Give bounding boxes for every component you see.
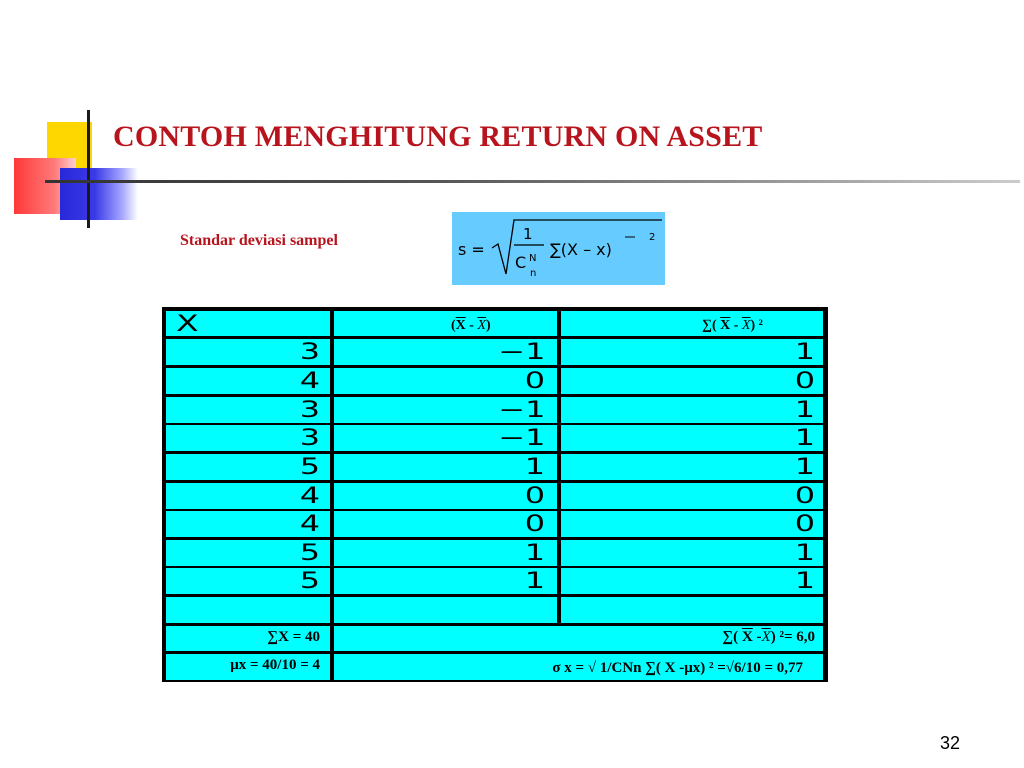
table-row-4-dev: −1 bbox=[334, 425, 557, 451]
table-row-1-sq: 1 bbox=[561, 339, 823, 365]
header-deviation-cell bbox=[334, 311, 557, 336]
formula-sup: N bbox=[529, 253, 537, 264]
header-squared-cell bbox=[561, 311, 823, 336]
formula-exponent: 2 bbox=[649, 232, 656, 243]
sum-squared-cell bbox=[334, 626, 823, 651]
table-row-6-dev: 0 bbox=[334, 483, 557, 509]
table-row-6-sq: 0 bbox=[561, 483, 823, 509]
table-row-empty-x bbox=[166, 597, 330, 623]
mean-value: μx = 40/10 = 4 bbox=[230, 657, 320, 673]
table-row-5-x: 5 bbox=[166, 454, 330, 480]
table-row-empty-sq bbox=[561, 597, 823, 623]
formula-denominator: C bbox=[515, 253, 527, 272]
table-row-2-x: 4 bbox=[166, 368, 330, 394]
header-squared: ∑( $\overline{X} - \overline{X}$) ² bbox=[702, 318, 763, 333]
table-row-4-x: 3 bbox=[166, 425, 330, 451]
table-row-9-sq: 1 bbox=[561, 568, 823, 594]
calculation-table bbox=[162, 307, 828, 682]
formula-sub: n bbox=[530, 268, 537, 279]
sigma-cell bbox=[334, 654, 823, 680]
formula-lhs: s = bbox=[458, 240, 485, 259]
std-dev-formula bbox=[452, 212, 665, 285]
decor-vertical-line bbox=[87, 110, 90, 228]
table-row-5-sq: 1 bbox=[561, 454, 823, 480]
title-underline bbox=[45, 180, 1020, 183]
sum-x: ∑X = 40 bbox=[267, 629, 320, 645]
table-row-8-x: 5 bbox=[166, 540, 330, 566]
formula-caption: Standar deviasi sampel bbox=[180, 232, 338, 249]
table-row-4-sq: 1 bbox=[561, 425, 823, 451]
table-row-5-dev: 1 bbox=[334, 454, 557, 480]
mean-cell bbox=[166, 654, 330, 680]
table-row-1-dev: −1 bbox=[334, 339, 557, 365]
page-number: 32 bbox=[940, 733, 961, 753]
formula-sum-expr: ∑(X – x) bbox=[550, 240, 612, 259]
table-row-7-dev: 0 bbox=[334, 511, 557, 537]
table-row-3-dev: −1 bbox=[334, 397, 557, 423]
header-x: X bbox=[176, 312, 199, 336]
formula-numerator: 1 bbox=[523, 225, 533, 243]
table-row-2-dev: 0 bbox=[334, 368, 557, 394]
slide-title: CONTOH MENGHITUNG RETURN ON ASSET bbox=[113, 120, 763, 153]
table-row-empty-dev bbox=[334, 597, 557, 623]
sum-squared: ∑( $\overline{X}$ $-\overline{X}$) ²= 6,0 bbox=[722, 629, 815, 645]
table-row-8-sq: 1 bbox=[561, 540, 823, 566]
table-row-6-x: 4 bbox=[166, 483, 330, 509]
table-row-3-x: 3 bbox=[166, 397, 330, 423]
table-row-7-sq: 0 bbox=[561, 511, 823, 537]
header-deviation: $(\overline{X} - \overline{X})$ bbox=[451, 318, 491, 333]
sigma-value: σ x = √ 1/CNn ∑( X -μx) ² =√6/10 = 0,77 bbox=[552, 660, 803, 676]
table-row-2-sq: 0 bbox=[561, 368, 823, 394]
table-row-3-sq: 1 bbox=[561, 397, 823, 423]
table-row-1-x: 3 bbox=[166, 339, 330, 365]
table-row-9-x: 5 bbox=[166, 568, 330, 594]
sum-x-cell bbox=[166, 626, 330, 651]
table-row-8-dev: 1 bbox=[334, 540, 557, 566]
table-row-7-x: 4 bbox=[166, 511, 330, 537]
header-x-cell bbox=[166, 311, 330, 336]
decor-blue-block bbox=[60, 168, 138, 220]
table-row-9-dev: 1 bbox=[334, 568, 557, 594]
